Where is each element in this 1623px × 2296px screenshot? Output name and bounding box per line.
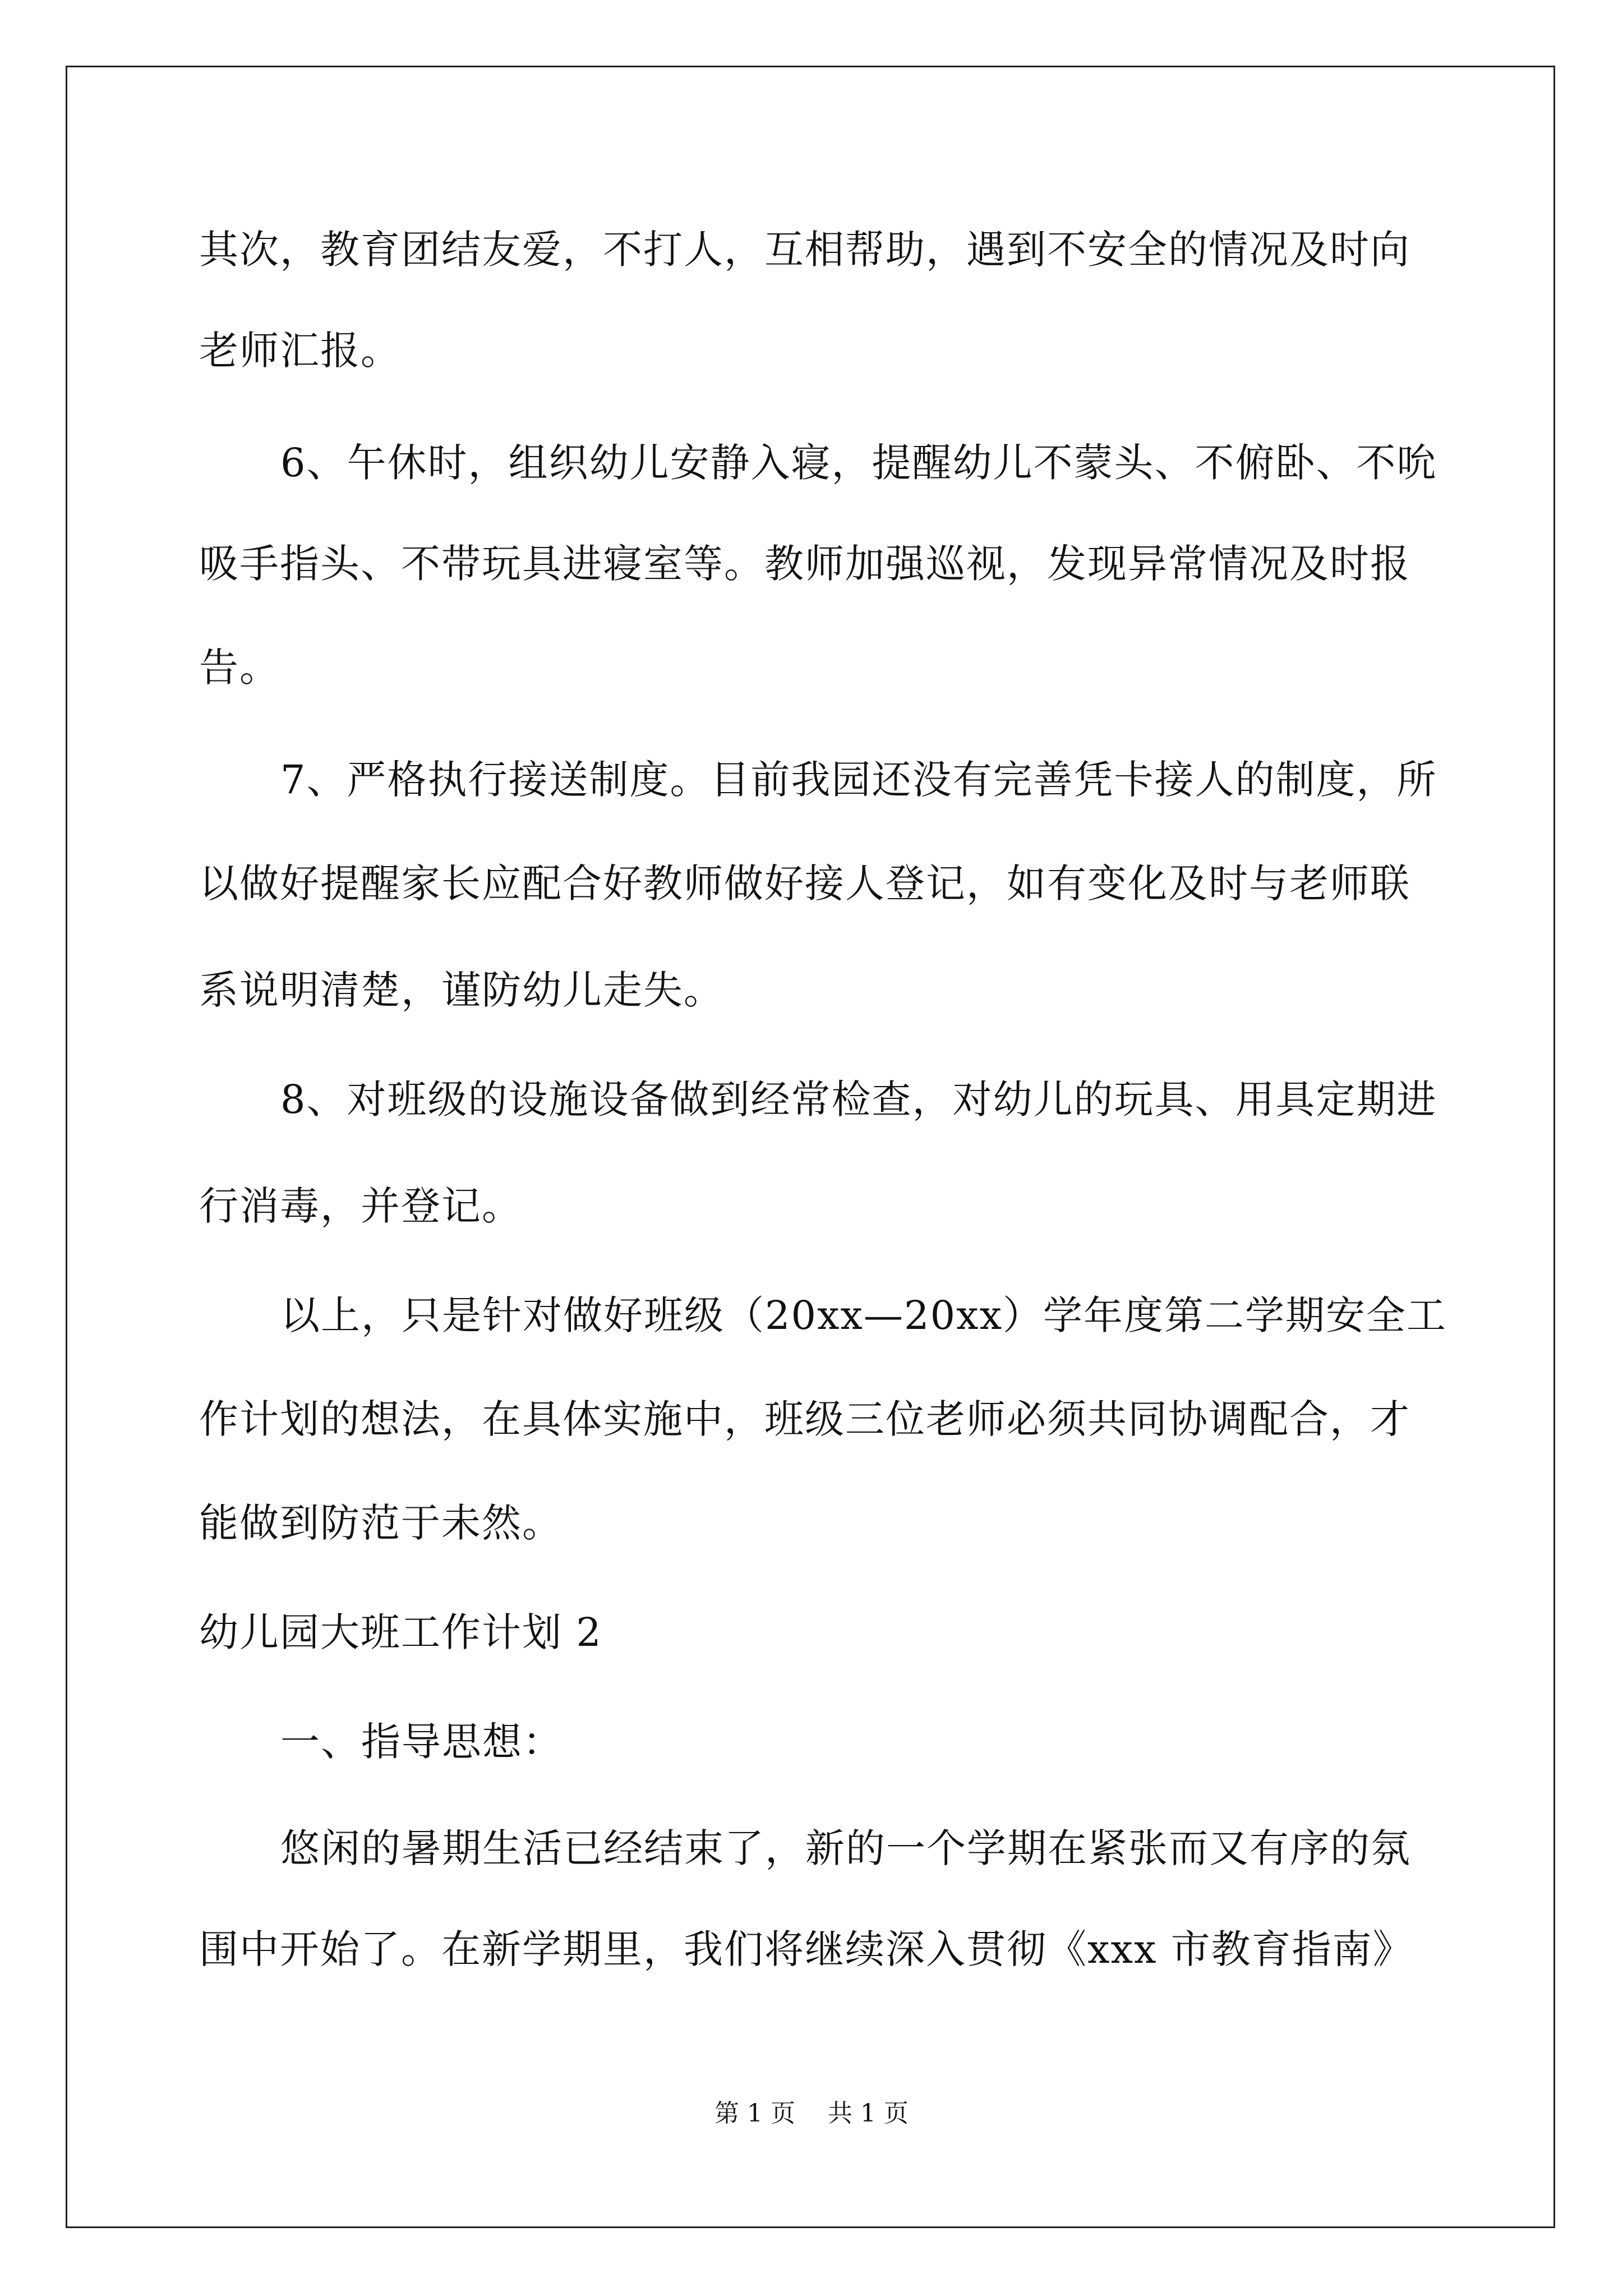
text-line: 告。 (199, 645, 280, 691)
text-line: 围中开始了。在新学期里，我们将继续深入贯彻《xxx 市教育指南》 (199, 1926, 1413, 1972)
text-line: 7、严格执行接送制度。目前我园还没有完善凭卡接人的制度，所 (280, 757, 1437, 803)
subsection-heading: 一、指导思想： (280, 1719, 563, 1765)
text-line: 老师汇报。 (199, 328, 401, 374)
text-line: 以上，只是针对做好班级（20xx—20xx）学年度第二学期安全工 (280, 1292, 1447, 1338)
text-line: 其次，教育团结友爱，不打人，互相帮助，遇到不安全的情况及时向 (199, 227, 1410, 273)
text-line: 吸手指头、不带玩具进寝室等。教师加强巡视，发现异常情况及时报 (199, 541, 1410, 587)
text-line: 悠闲的暑期生活已经结束了，新的一个学期在紧张而又有序的氛 (280, 1825, 1411, 1871)
text-line: 8、对班级的设施设备做到经常检查，对幼儿的玩具、用具定期进 (280, 1076, 1437, 1122)
text-line: 行消毒，并登记。 (199, 1183, 522, 1229)
page-footer: 第 1 页 共 1 页 (714, 2099, 909, 2128)
text-line: 作计划的想法，在具体实施中，班级三位老师必须共同协调配合，才 (199, 1396, 1410, 1442)
text-line: 能做到防范于未然。 (199, 1500, 562, 1546)
text-line: 6、午休时，组织幼儿安静入寝，提醒幼儿不蒙头、不俯卧、不吮 (280, 440, 1437, 486)
text-line: 系说明清楚，谨防幼儿走失。 (199, 967, 724, 1013)
text-line: 以做好提醒家长应配合好教师做好接人登记，如有变化及时与老师联 (199, 861, 1410, 907)
page-border (66, 66, 1555, 2228)
section-heading: 幼儿园大班工作计划 2 (199, 1609, 602, 1655)
